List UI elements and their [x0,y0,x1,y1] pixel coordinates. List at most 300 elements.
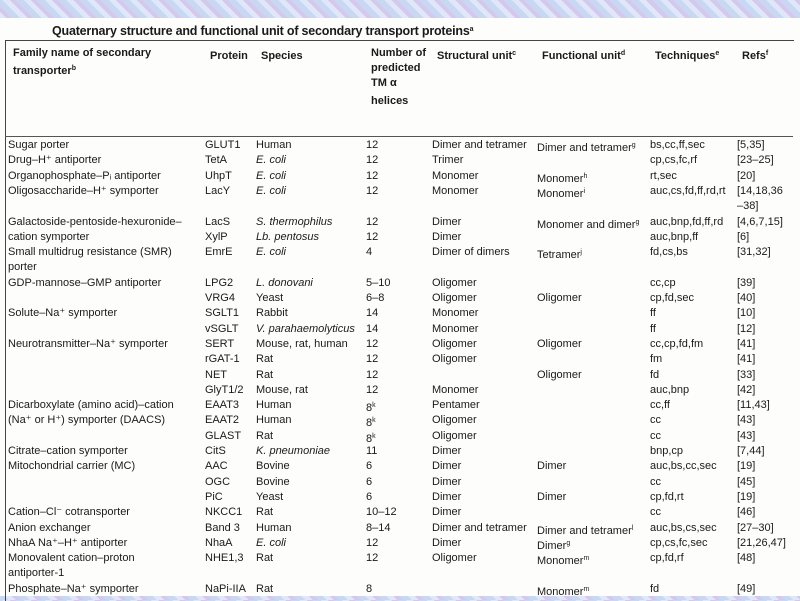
cell-species [256,337,348,352]
tm-helices-value: 12 [366,368,379,381]
cell-tm-helices [366,490,372,505]
cell-species [256,429,273,444]
cell-species [256,459,290,474]
cell-species [256,138,291,153]
cell-family [8,459,135,474]
footnote-marker: g [631,142,636,149]
refs-value: [48] [737,552,756,565]
family-value: porter [8,261,37,274]
cell-refs [737,352,755,367]
cell-structural-unit [432,551,477,566]
species-value: Rat [256,429,274,442]
header-label: Number of predicted TM α helices [371,47,426,107]
cell-species [256,505,273,520]
cell-family [8,551,135,566]
structural-unit-value: Dimer and tetramer [432,139,527,151]
refs-value: [4,6,7,15] [737,215,783,228]
family-value: Sugar porter [8,139,70,151]
cell-techniques [650,169,677,184]
techniques-value: cp,cs,fc,rf [650,154,698,167]
cell-techniques [650,413,661,428]
functional-unit-value: Monomer [537,187,584,200]
refs-value: [46] [737,506,756,519]
species-value: Mouse, rat [256,383,308,396]
table-row [0,566,800,581]
refs-value: [12] [737,322,756,335]
protein-value: TetA [205,154,228,167]
table-row [0,337,800,352]
tm-helices-value: 6 [366,475,373,488]
cell-structural-unit [432,184,478,199]
cell-structural-unit [432,138,527,153]
cell-refs [737,276,755,291]
structural-unit-value: Oligomer [432,429,477,442]
cell-tm-helices [366,383,378,398]
cell-family [8,169,161,184]
tm-helices-value: 12 [366,169,379,182]
techniques-value: fd [650,582,660,595]
structural-unit-value: Monomer [432,307,479,320]
cell-structural-unit [432,413,477,428]
refs-value: [11,43] [737,399,770,412]
cell-protein [205,306,239,321]
functional-unit-value: Oligomer [537,368,582,381]
refs-value: [7,44] [737,445,765,457]
refs-value: [45] [737,475,756,488]
cell-techniques [650,276,676,291]
species-value: Rat [256,368,274,381]
cell-techniques [650,153,697,168]
cell-protein [205,322,238,337]
cell-tm-helices [366,368,378,383]
family-value: Organophosphate–Pᵢ antiporter [8,169,161,182]
species-value: E. coli [256,184,286,197]
techniques-value: auc,bs,cs,sec [650,521,717,534]
techniques-value: auc,bnp [650,383,690,396]
functional-unit-value: Dimer and tetramer [537,142,632,154]
techniques-value: cc,cp [650,276,676,289]
species-value: Human [256,521,292,534]
cell-structural-unit [432,475,461,490]
techniques-value: cp,fd,sec [650,292,695,304]
species-value: E. coli [256,169,286,182]
table-row [0,551,800,566]
cell-refs [737,413,755,428]
table-row [0,169,800,184]
cell-refs [737,337,755,352]
footnote-marker: k [372,402,376,410]
cell-refs [737,536,786,551]
protein-value: XylP [205,230,228,243]
functional-unit-value: Dimer and tetramer [537,524,632,537]
table-row [0,199,800,214]
tm-helices-value: 11 [366,445,378,457]
footnote-marker: h [583,172,588,180]
techniques-value: cc [650,429,661,442]
family-value: Galactoside-pentoside-hexuronide– [8,215,182,228]
cell-family [8,306,117,321]
cell-functional-unit [537,291,582,306]
structural-unit-value: Dimer of dimers [432,246,510,259]
cell-species [256,536,286,551]
species-value: Lb. pentosus [256,230,319,243]
species-value: Rat [256,506,274,519]
techniques-value: cc,ff [650,399,670,412]
cell-techniques [650,505,661,520]
structural-unit-value: Oligomer [432,276,477,289]
cell-tm-helices [366,184,378,199]
functional-unit-value: Monomer [537,172,584,185]
cell-protein [205,475,230,490]
tm-helices-value: 12 [366,536,379,549]
cell-functional-unit [537,490,566,505]
cell-techniques [650,490,684,505]
structural-unit-value: Dimer [432,506,462,519]
cell-refs [737,230,749,245]
cell-techniques [650,184,726,199]
refs-value: [40] [737,292,756,304]
functional-unit-value: Tetramer [537,249,581,262]
protein-value: GlyT1/2 [205,383,244,396]
structural-unit-value: Oligomer [432,414,477,427]
tm-helices-value: 12 [366,154,379,167]
cell-refs [737,398,770,413]
structural-unit-value: Monomer [432,184,479,197]
tm-helices-value: 12 [366,184,379,197]
structural-unit-value: Dimer [432,536,462,549]
cell-family [8,337,168,352]
cell-tm-helices [366,551,378,566]
protein-value: LPG2 [205,276,234,289]
cell-family [8,276,161,291]
refs-value: [31,32] [737,246,771,259]
functional-unit-value: Oligomer [537,292,582,304]
header-structural-unit [437,46,537,64]
table-row [0,368,800,383]
cell-protein [205,245,233,260]
cell-structural-unit [432,215,461,230]
cell-techniques [650,475,661,490]
cell-species [256,291,283,306]
table-row [0,245,800,260]
tm-helices-value: 6 [366,490,373,503]
header-divider [5,136,793,137]
cell-species [256,322,355,337]
tm-helices-value: 8–14 [366,521,391,534]
techniques-value: bnp,cp [650,445,684,457]
techniques-value: cc [650,506,661,519]
table-row [0,215,800,230]
protein-value: SGLT1 [205,307,240,320]
refs-value: [43] [737,429,756,442]
protein-value: OGC [205,475,231,488]
cell-species [256,184,286,199]
cell-protein [205,184,230,199]
family-value: GDP-mannose–GMP antiporter [8,276,162,289]
family-value: Oligosaccharide–H⁺ symporter [8,184,159,197]
cell-structural-unit [432,322,478,337]
cell-family [8,260,37,275]
protein-value: vSGLT [205,322,239,335]
protein-value: NKCC1 [205,506,243,519]
species-value: V. parahaemolyticus [256,322,355,335]
cell-tm-helices [366,536,378,551]
refs-value: [49] [737,582,756,595]
cell-protein [205,490,223,505]
techniques-value: auc,bnp,ff [650,230,699,243]
cell-refs [737,153,774,168]
cell-refs [737,322,755,337]
table-row [0,322,800,337]
family-value: antiporter-1 [8,567,65,580]
cell-species [256,475,290,490]
tm-helices-value: 14 [366,307,379,320]
footnote-marker: i [583,187,586,195]
cell-structural-unit [432,230,461,245]
cell-refs [737,521,774,536]
cell-species [256,444,330,459]
header-label: Protein [210,50,248,62]
tm-helices-value: 14 [366,322,379,335]
protein-value: UhpT [205,169,232,182]
species-value: Mouse, rat, human [256,337,348,350]
header-label: Species [261,50,303,62]
species-value: Human [256,414,292,427]
species-value: E. coli [256,246,286,259]
cell-species [256,521,291,536]
tm-helices-value: 12 [366,337,379,350]
cell-structural-unit [432,291,477,306]
cell-functional-unit [537,368,582,383]
cell-structural-unit [432,153,463,168]
cell-protein [205,551,244,566]
cell-tm-helices [366,291,384,306]
table-row [0,230,800,245]
cell-species [256,230,319,245]
refs-value: [20] [737,169,756,182]
footnote-marker: m [583,555,590,563]
cell-tm-helices [366,475,372,490]
cell-structural-unit [432,276,477,291]
header-refs [742,46,797,64]
species-value: Yeast [256,292,284,304]
header-species [261,46,361,64]
header-label: Functional unit [542,50,621,62]
footnote-marker: a [469,26,474,33]
header-family [13,46,203,79]
refs-value: [41] [737,337,756,350]
table-row [0,383,800,398]
cell-protein [205,429,241,444]
cell-species [256,413,291,428]
cell-refs [737,505,755,520]
cell-family [8,215,182,230]
cell-structural-unit [432,490,461,505]
cell-species [256,245,286,260]
protein-value: GLUT1 [205,139,241,151]
cell-structural-unit [432,444,461,459]
tm-helices-value: 4 [366,246,373,259]
cell-tm-helices [366,459,372,474]
cell-techniques [650,215,723,230]
cell-refs [737,138,765,153]
refs-value: [23–25] [737,154,774,167]
species-value: L. donovani [256,276,313,289]
cell-species [256,582,273,597]
tm-helices-value: 12 [366,215,379,228]
table-row [0,276,800,291]
cell-protein [205,582,246,597]
cell-protein [205,153,227,168]
cell-refs [737,383,755,398]
functional-unit-value: Dimer [537,460,567,473]
family-value: Mitochondrial carrier (MC) [8,460,136,473]
techniques-value: fd,cs,bs [650,246,688,259]
structural-unit-value: Dimer [432,230,462,243]
cell-techniques [650,322,656,337]
cell-refs [737,245,771,260]
cell-structural-unit [432,429,477,444]
protein-value: LacY [205,184,231,197]
cell-refs [737,306,755,321]
cell-family [8,566,64,581]
refs-value: –38] [737,200,759,213]
table-row [0,413,800,428]
species-value: Yeast [256,490,284,503]
cell-techniques [650,368,659,383]
table-row [0,153,800,168]
structural-unit-value: Trimer [432,154,464,167]
species-value: Human [256,399,292,412]
header-label: Techniques [655,50,716,62]
structural-unit-value: Dimer [432,490,462,503]
table-row [0,352,800,367]
techniques-value: auc,bnp,fd,ff,rd [650,215,724,228]
family-value: Drug–H⁺ antiporter [8,154,102,167]
refs-value: [41] [737,353,756,366]
family-value: Neurotransmitter–Na⁺ symporter [8,337,168,350]
cell-species [256,215,332,230]
family-value: Cation–Cl⁻ cotransporter [8,506,130,519]
table-row [0,521,800,536]
cell-protein [205,521,240,536]
cell-protein [205,505,242,520]
species-value: Rabbit [256,307,288,320]
family-value: (Na⁺ or H⁺) symporter (DAACS) [8,414,166,427]
cell-species [256,169,286,184]
techniques-value: ff [650,322,656,335]
cell-species [256,306,288,321]
table-title-text: Quaternary structure and functional unit of secondary transport proteins [52,24,470,38]
table-row [0,582,800,597]
cell-species [256,551,273,566]
techniques-value: cp,cs,fc,sec [650,536,708,549]
table-row [0,138,800,153]
cell-protein [205,352,240,367]
cell-tm-helices [366,352,378,367]
refs-value: [14,18,36 [737,184,783,197]
cell-refs [737,199,758,214]
protein-value: CitS [205,445,226,457]
cell-tm-helices [366,521,390,536]
cell-family [8,505,130,520]
techniques-value: fd [650,368,660,381]
cell-protein [205,444,226,459]
cell-species [256,153,286,168]
cell-tm-helices [366,169,378,184]
techniques-value: rt,sec [650,169,677,182]
footnote-marker: k [372,432,376,440]
family-value: Small multidrug resistance (SMR) [8,246,172,259]
cell-structural-unit [432,459,461,474]
cell-techniques [650,138,705,153]
footnote-marker: f [765,50,769,57]
table-row [0,429,800,444]
cell-structural-unit [432,245,510,260]
tm-helices-value: 8 [366,432,373,445]
cell-family [8,230,89,245]
functional-unit-value: Dimer [537,539,567,552]
cell-species [256,490,283,505]
cell-structural-unit [432,536,461,551]
protein-value: EAAT3 [205,399,240,412]
family-value: Phosphate–Na⁺ symporter [8,582,139,595]
refs-value: [10] [737,307,756,320]
structural-unit-value: Dimer [432,475,462,488]
species-value: Rat [256,552,274,565]
functional-unit-value: Oligomer [537,337,582,350]
species-value: K. pneumoniae [256,445,330,457]
refs-value: [27–30] [737,521,774,534]
table-row [0,444,800,459]
tm-helices-value: 12 [366,383,379,396]
protein-value: EmrE [205,246,233,259]
functional-unit-value: Monomer [537,555,584,568]
cell-protein [205,230,228,245]
table-row [0,291,800,306]
protein-value: GLAST [205,429,242,442]
protein-value: PiC [205,490,223,503]
cell-refs [737,475,755,490]
tm-helices-value: 6 [366,460,373,473]
footnote-marker: k [372,417,376,425]
family-value: Dicarboxylate (amino acid)–cation [8,399,174,412]
cell-refs [737,490,755,505]
cell-techniques [650,582,659,597]
cell-species [256,352,273,367]
cell-refs [737,551,755,566]
functional-unit-value: Monomer and dimer [537,218,636,231]
cell-structural-unit [432,398,480,413]
cell-tm-helices [366,444,377,459]
cell-protein [205,459,228,474]
table-row [0,260,800,275]
cell-techniques [650,459,717,474]
cell-tm-helices [366,215,378,230]
cell-protein [205,215,230,230]
structural-unit-value: Oligomer [432,337,477,350]
techniques-value: cp,fd,rt [650,490,684,503]
table-row [0,475,800,490]
protein-value: NaPi-IIA [205,582,246,595]
cell-species [256,383,308,398]
cell-protein [205,169,232,184]
cell-structural-unit [432,352,477,367]
structural-unit-value: Monomer [432,322,479,335]
footnote-marker: m [583,585,590,593]
cell-refs [737,368,755,383]
cell-refs [737,459,755,474]
